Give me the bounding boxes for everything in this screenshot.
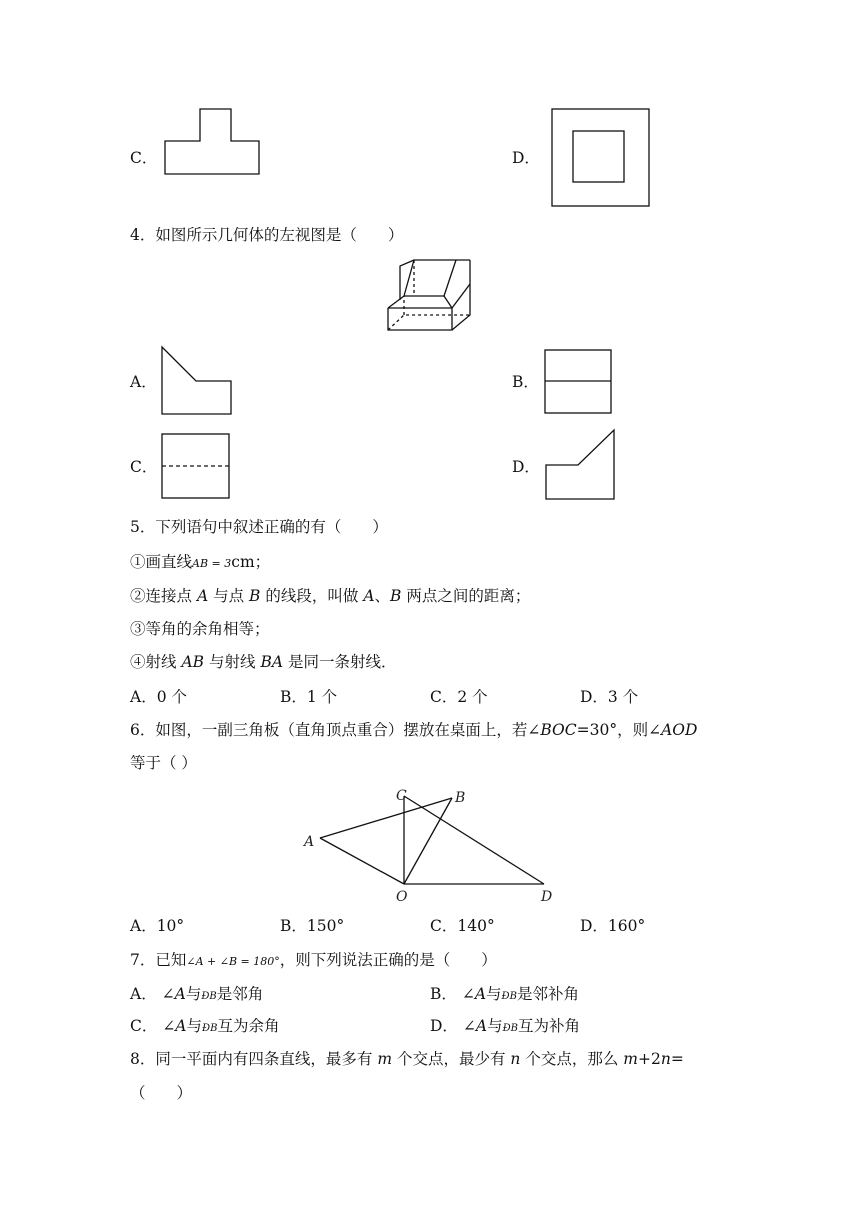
q5-statement-4 (130, 651, 396, 673)
q7-opt-a-p3: ÐB (201, 991, 217, 1002)
q6-stem-aod: AOD (661, 721, 698, 739)
q8-n: n (510, 1050, 521, 1068)
q7-opt-a-p2: 与 (185, 985, 202, 1003)
q4-option-c-figure (161, 433, 233, 501)
q6-label-o: O (396, 889, 408, 905)
q5-statement-3: ③等角的余角相等； (130, 620, 270, 638)
q7-stem-math: ∠A + ∠B = 180° (186, 955, 280, 968)
q7-option-a[interactable] (130, 983, 263, 1008)
q7-opt-a-p1: ∠A (161, 985, 186, 1003)
q7-opt-c-p1: ∠A (162, 1017, 187, 1035)
q4-option-a-figure (161, 346, 233, 416)
q5-s4-ab: AB (181, 653, 205, 671)
q7-opt-c-p3: ÐB (202, 1023, 218, 1034)
q5-s2-p3: 的线段，叫做 (265, 587, 359, 605)
q5-statement-1 (130, 551, 270, 575)
q6-label-c: C (396, 788, 407, 804)
q8-stem (130, 1048, 684, 1070)
q8-p2: 个交点，最少有 (396, 1050, 506, 1068)
q5-s2-b: B (249, 587, 261, 605)
q4-option-d-figure (544, 429, 618, 503)
q7-opt-c-p2: 与 (186, 1017, 203, 1035)
q5-s1-prefix: ①画直线 (130, 553, 193, 571)
q6-stem-line2: 等于（ ） (130, 754, 197, 772)
q5-s4-p2: 与射线 (208, 653, 256, 671)
q5-s2-p5: 两点之间的距离； (406, 587, 531, 605)
q6-option-b[interactable]: B．150° (280, 917, 345, 935)
q5-statement-2 (130, 585, 530, 607)
q7-stem (130, 949, 497, 973)
q7-opt-b-label: B． (430, 985, 457, 1003)
q8-expr-m: m (623, 1050, 638, 1068)
q7-opt-b-p4: 是邻补角 (516, 985, 579, 1003)
q7-stem-p1: 7．已知 (130, 951, 187, 969)
q6-label-b: B (455, 790, 466, 806)
q4-option-a-label[interactable]: A． (130, 373, 157, 391)
q5-s2-a2: A (363, 587, 375, 605)
q5-s2-a: A (196, 587, 209, 605)
q6-label-a: A (304, 834, 315, 850)
q8-answer-bracket: （ ） (130, 1084, 193, 1102)
q8-p5: = (670, 1050, 684, 1068)
q4-solid-figure (386, 256, 476, 336)
q5-option-c[interactable]: C．2 个 (430, 688, 488, 706)
q4-option-b-figure (544, 349, 614, 415)
q6-stem-p1: 6．如图，一副三角板（直角顶点重合）摆放在桌面上，若∠ (130, 721, 541, 739)
q5-s1-suffix: cm； (231, 553, 271, 571)
q4-option-c-label[interactable]: C． (130, 458, 158, 476)
q5-s4-p1: ④射线 (130, 653, 177, 671)
q6-option-d[interactable]: D．160° (580, 917, 646, 935)
q8-m: m (377, 1050, 393, 1068)
q7-opt-b-p3: ÐB (501, 991, 517, 1002)
q5-s2-p4: 、 (374, 587, 391, 605)
q5-s2-p2: 与点 (213, 587, 245, 605)
q6-label-d: D (541, 889, 553, 905)
q5-s2-p1: ②连接点 (130, 587, 193, 605)
q7-opt-d-p2: 与 (487, 1017, 503, 1035)
q7-option-b[interactable] (430, 983, 579, 1008)
q5-s1-math: AB = 3 (192, 557, 232, 570)
q7-opt-d-p4: 互为补角 (518, 1017, 581, 1035)
q4-option-b-label[interactable]: B． (512, 373, 539, 391)
q6-option-a[interactable]: A．10° (130, 917, 185, 935)
q7-opt-c-p4: 互为余角 (217, 1017, 280, 1035)
q8-n2: n (660, 1050, 671, 1068)
q3-option-c-label[interactable]: C． (130, 149, 158, 167)
q6-triangle-figure (300, 785, 570, 910)
q7-opt-d-label: D． (430, 1017, 458, 1035)
q7-opt-b-p2: 与 (486, 985, 502, 1003)
q8-p1: 8．同一平面内有四条直线，最多有 (130, 1050, 373, 1068)
q3-option-d-nested-squares-figure (551, 108, 651, 208)
q8-p3: 个交点，那么 (525, 1050, 619, 1068)
q5-option-a[interactable]: A．0 个 (130, 688, 187, 706)
q6-option-c[interactable]: C．140° (430, 917, 495, 935)
q5-s4-ba: BA (260, 653, 284, 671)
q7-stem-p2: ，则下列说法正确的是（ ） (279, 951, 497, 969)
q7-opt-a-p4: 是邻角 (216, 985, 264, 1003)
q7-opt-b-p1: ∠A (461, 985, 487, 1003)
q5-s4-p3: 是同一条射线． (287, 653, 397, 671)
q6-stem-boc: BOC (540, 721, 577, 739)
q7-opt-a-label: A． (130, 985, 157, 1003)
q7-option-c[interactable] (130, 1015, 279, 1040)
q6-stem (130, 719, 697, 741)
q7-option-d[interactable] (430, 1015, 580, 1040)
q4-option-d-label[interactable]: D． (512, 458, 540, 476)
q5-stem: 5．下列语句中叙述正确的有（ ） (130, 518, 388, 536)
q5-option-d[interactable]: D．3 个 (580, 688, 639, 706)
q3-option-c-cross-figure (164, 108, 260, 176)
q4-stem: 4．如图所示几何体的左视图是（ ） (130, 226, 404, 244)
q7-opt-d-p1: ∠A (462, 1017, 488, 1035)
q6-stem-p2: =30°，则∠ (576, 721, 662, 739)
q5-s2-b2: B (390, 587, 402, 605)
q7-opt-d-p3: ÐB (502, 1023, 518, 1034)
q7-opt-c-label: C． (130, 1017, 158, 1035)
q3-option-d-label[interactable]: D． (512, 149, 540, 167)
q5-option-b[interactable]: B．1 个 (280, 688, 338, 706)
q8-p4: +2 (637, 1050, 661, 1068)
